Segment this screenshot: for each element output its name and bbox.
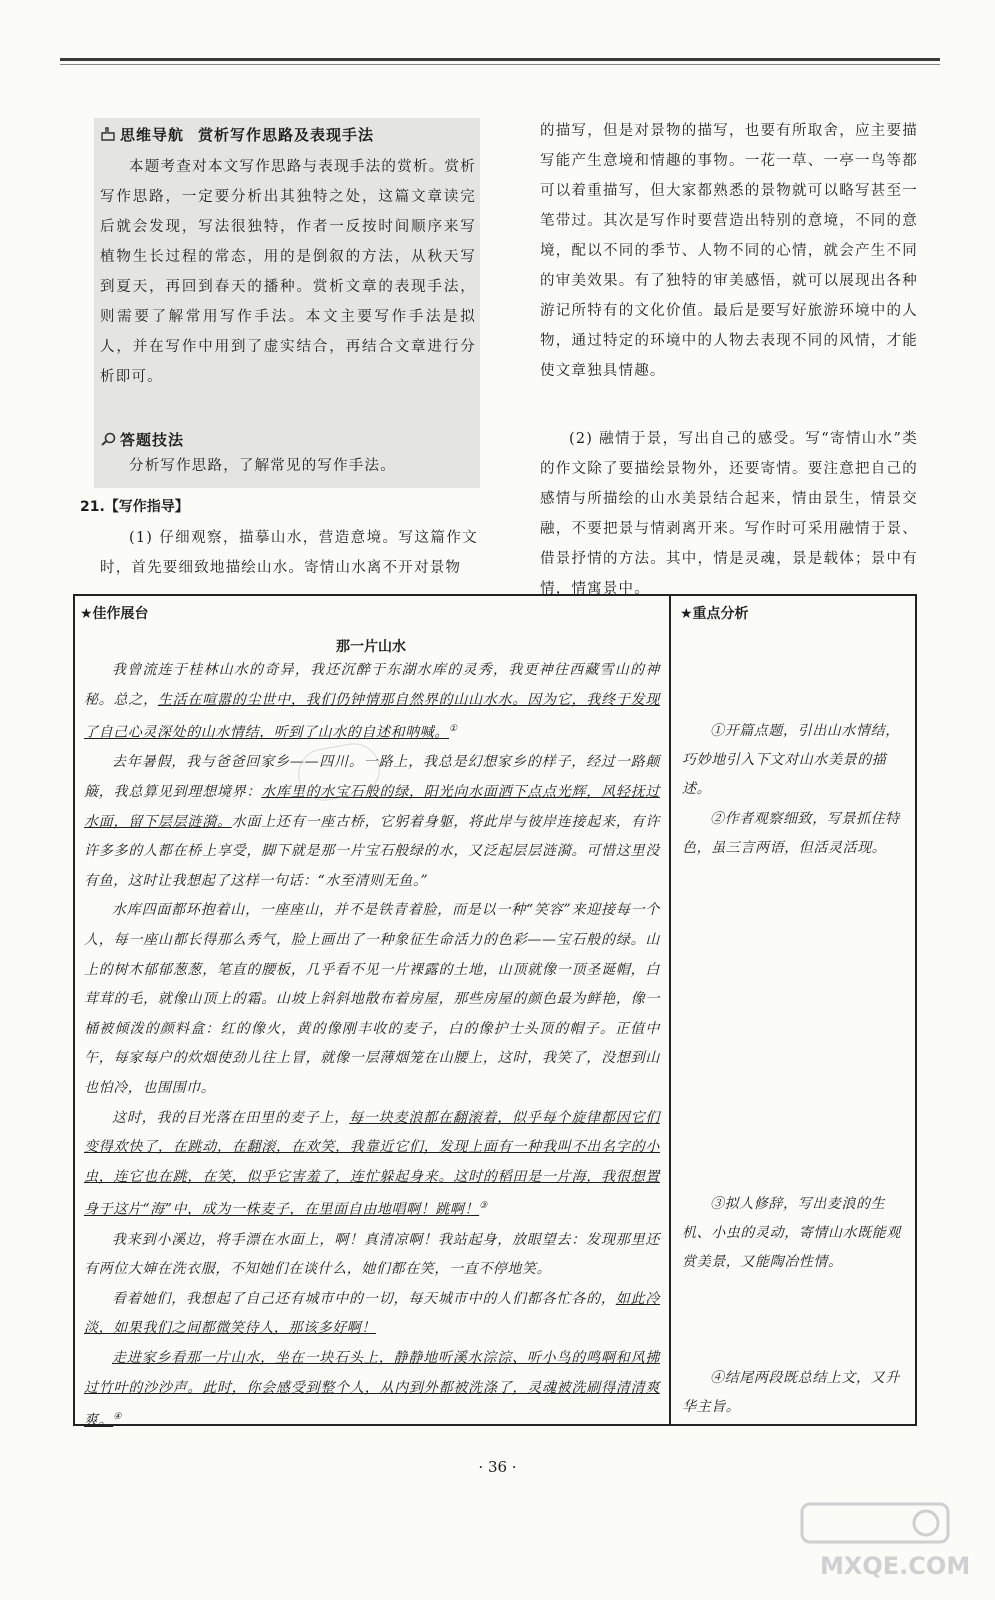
guide-1-continued: 的描写，但是对景物的描写，也要有所取舍，应主要描写能产生意境和情趣的事物。一花一草、一亭一鸟等都可以着重描写，但大家都熟悉的景物就可以略写甚至一笔带过。其次是写作时要营造出特别的意境，不同的意境，配以不同的季节、人物不同的心情，就会产生不同的审美效果。有了独特的审美感悟，就可以展现出各种游记所特有的文化价值。最后是要写好旅游环境中的人物，通过特定的环境中的人物去表现不同的风情，才能使文章独具情趣。 (540, 123, 918, 379)
table-divider (669, 594, 671, 1426)
nav-title: 思维导航 (120, 126, 185, 144)
essay-paragraph: 这时，我的目光落在田里的麦子上，每一块麦浪都在翻滚着，似乎每个旋律都因它们变得欢快了，在跳动，在翻滚，在欢笑，我靠近它们，发现上面有一种我叫不出名字的小虫，连它也在跳，在笑，似乎它害羞了，连忙躲起身来。这时的稻田是一片海，我很想置身于这片“海”中，成为一株麦子，在里面自由地唱啊！跳啊！③ (84, 1109, 660, 1218)
question-21-label: 21.【写作指导】 (80, 499, 189, 515)
essay-paragraph: 走进家乡看那一片山水，坐在一块石头上，静静地听溪水淙淙、听小鸟的鸣啊和风拂过竹叶的沙沙声。此时，你会感受到整个人，从内到外都被洗涤了，灵魂被洗刷得清清爽爽。④ (84, 1349, 660, 1429)
essay-paragraph: 去年暑假，我与爸爸回家乡——四川。一路上，我总是幻想家乡的样子，经过一路颠簸，我总算见到理想境界：水库里的水宝石般的绿，阳光向水面洒下点点光辉，风轻抚过水面，留下层层涟漪。水面上还有一座古桥，它躬着身躯，将此岸与彼岸连接起来，有许许多多的人都在桥上享受，脚下就是那一片宝石般绿的水，又泛起层层涟漪。可惜这里没有鱼，这时让我想起了这样一句话：“水至清则无鱼。” (84, 754, 660, 889)
tips-text: 分析写作思路，了解常见的写作手法。 (129, 458, 396, 474)
page-number: · 36 · (478, 1458, 517, 1476)
header-rule (60, 58, 940, 61)
nav-subtitle: 赏析写作思路及表现手法 (198, 126, 375, 144)
tips-title: 答题技法 (120, 431, 185, 449)
analysis-note-1: ①开篇点题，引出山水情结，巧妙地引入下文对山水美景的描述。 (682, 723, 900, 797)
showcase-header: ★佳作展台 (80, 606, 149, 622)
watermark-text: MXQE.COM (820, 1552, 971, 1580)
analysis-header: ★重点分析 (680, 606, 749, 622)
watermark-badge-icon (800, 1500, 950, 1546)
guide-2: (2) 融情于景，写出自己的感受。写“寄情山水”类的作文除了要描绘景物外，还要寄情。要注意把自己的感情与所描绘的山水美景结合起来，情由景生，情景交融，不要把景与情剥离开来。写作时可采用融情于景、借景抒情的方法。其中，情是灵魂，景是载体；景中有情，情寓景中。 (540, 431, 918, 597)
analysis-note-4: ④结尾两段既总结上文，又升华主旨。 (682, 1370, 900, 1415)
analysis-note-2: ②作者观察细致，写景抓住特色，虽三言两语，但活灵活现。 (682, 811, 900, 856)
essay-paragraph: 看着她们，我想起了自己还有城市中的一切，每天城市中的人们都各忙各的，如此冷淡，如果我们之间都微笑待人，那该多好啊！ (84, 1290, 660, 1337)
analysis-note-3: ③拟人修辞，写出麦浪的生机、小虫的灵动，寄情山水既能观赏美景，又能陶冶性情。 (682, 1196, 901, 1270)
guide-1: (1) 仔细观察，描摹山水，营造意境。写这篇作文时，首先要细致地描绘山水。寄情山水离不开对景物 (100, 530, 478, 576)
nav-heading (100, 124, 374, 145)
essay-paragraph: 我曾流连于桂林山水的奇异，我还沉醉于东湖水库的灵秀，我更神往西藏雪山的神秘。总之，生活在喧嚣的尘世中，我们仍钟情那自然界的山山水水。因为它，我终于发现了自己心灵深处的山水情结，听到了山水的自述和呐喊。① (84, 662, 660, 741)
tips-heading (100, 429, 184, 450)
magnifier-icon (100, 432, 116, 446)
essay-paragraph: 我来到小溪边，将手漂在水面上，啊！真清凉啊！我站起身，放眼望去：发现那里还有两位大婶在洗衣服，不知她们在谈什么，她们都在笑，一直不停地笑。 (84, 1231, 660, 1278)
essay-title: 那一片山水 (336, 639, 406, 655)
header-rule-thin (60, 64, 940, 65)
hand-pointer-icon (100, 127, 116, 141)
nav-text: 本题考查对本文写作思路与表现手法的赏析。赏析写作思路，一定要分析出其独特之处，这篇文章读完后就会发现，写法很独特，作者一反按时间顺序来写植物生长过程的常态，用的是倒叙的方法，从秋天写到夏天，再回到春天的播种。赏析文章的表现手法，则需要了解常用写作手法。本文主要写作手法是拟人，并在写作中用到了虚实结合，再结合文章进行分析即可。 (100, 159, 476, 385)
watermark-logo (800, 1500, 950, 1556)
essay-paragraph: 水库四面都环抱着山，一座座山，并不是铁青着脸，而是以一种“笑容”来迎接每一个人，每一座山都长得那么秀气，脸上画出了一种象征生命活力的色彩——宝石般的绿。山上的树木郁郁葱葱，笔直的腰板，几乎看不见一片裸露的土地，山顶就像一顶圣诞帽，白茸茸的毛，就像山顶上的霜。山坡上斜斜地散布着房屋，那些房屋的颜色最为鲜艳，像一桶被倾泼的颜料盒：红的像火，黄的像刚丰收的麦子，白的像护士头顶的帽子。正值中午，每家每户的炊烟使劲儿往上冒，就像一层薄烟笼在山腰上，这时，我笑了，没想到山也怕冷，也围围巾。 (84, 902, 660, 1096)
